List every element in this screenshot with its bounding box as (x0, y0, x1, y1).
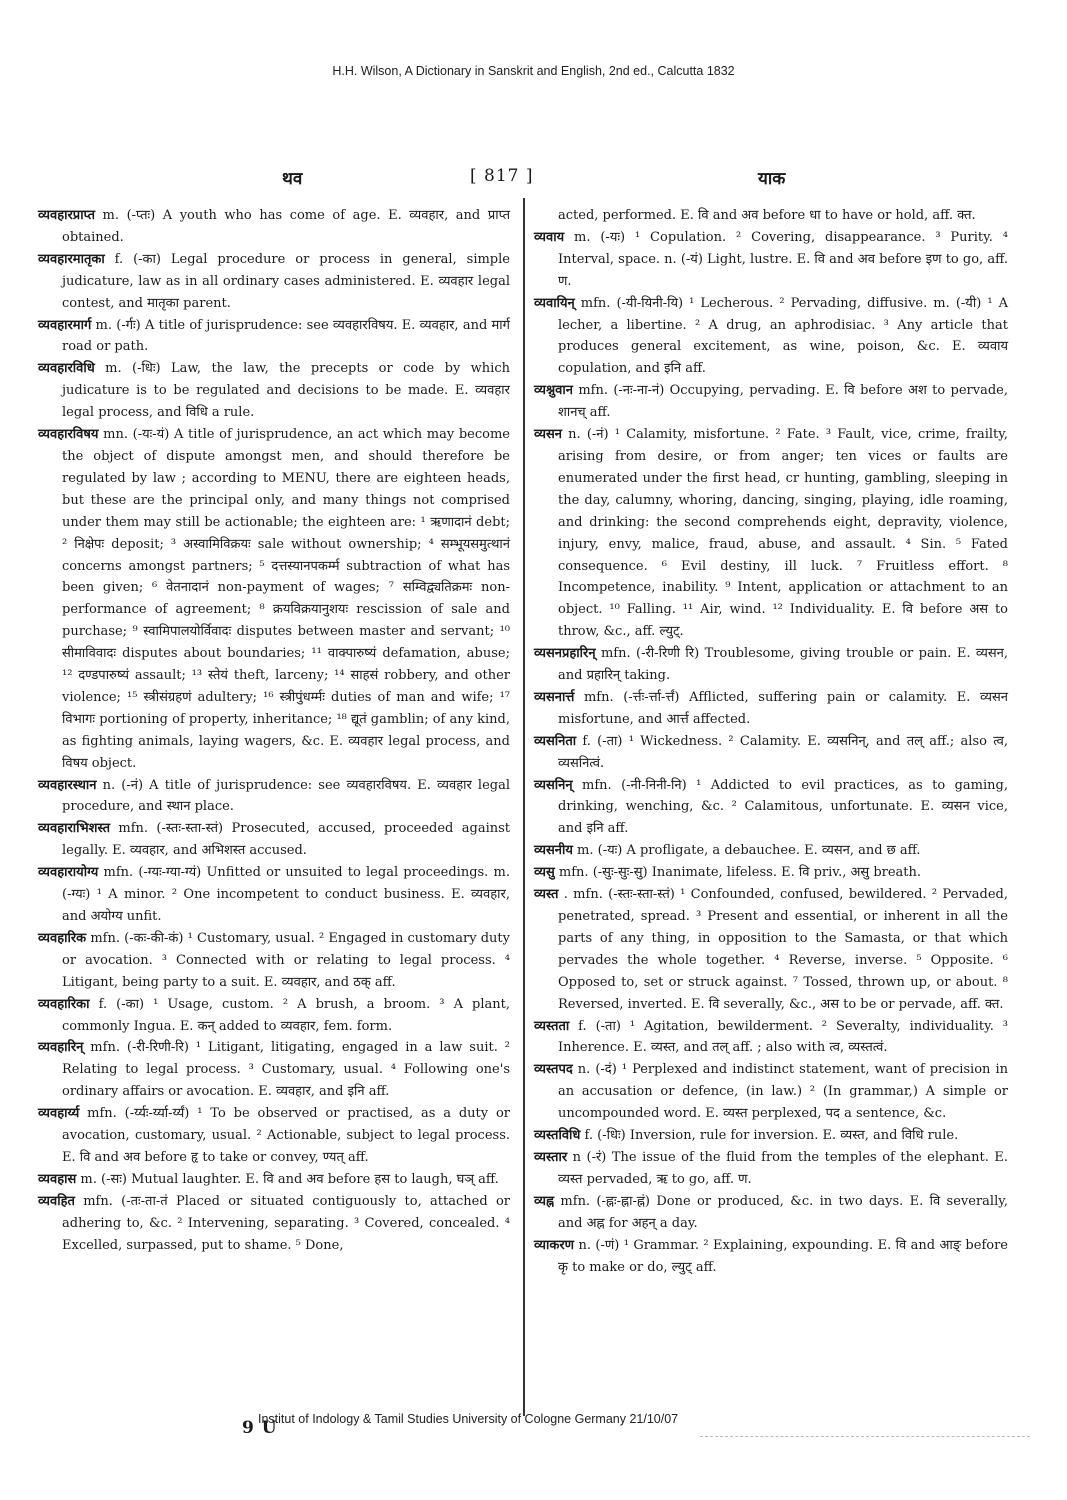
dictionary-entry (534, 775, 1008, 841)
footer-credit: Institut of Indology & Tamil Studies University of Cologne Germany 21/10/07 (258, 1412, 679, 1426)
entry-definition: mfn. (-र्त्तः-र्त्ता-र्त्तं) Afflicted, suffering pain or calamity. E. व्यसन misfortune, and आर्त्त affected. (558, 689, 1008, 727)
dictionary-entry (38, 424, 510, 775)
entry-definition: m. (-यः) A profligate, a debauchee. E. व्यसन, and छ aff. (572, 843, 921, 859)
dictionary-entry (534, 862, 1008, 884)
entry-definition: mfn. (-री-रिणी रि) Troublesome, giving trouble or pain. E. व्यसन, and प्रहारिन् taking. (558, 646, 1008, 684)
entry-definition: mfn. (-यी-यिनी-यि) ¹ Lecherous. ² Pervading, diffusive. m. (-यी) ¹ A lecher, a libertine. ² A drug, an aphrodisiac. ³ Any article that produces general excitement, as wine, poison, &c. E. व्यवाय copulation, and इनि aff. (558, 295, 1008, 377)
entry-headword: व्यवहारायोग्य (38, 865, 99, 881)
entry-headword: व्यस्तविधि (534, 1128, 581, 1144)
entry-definition: acted, performed. E. वि and अव before धा to have or hold, aff. क्त. (558, 208, 976, 223)
dictionary-entry (38, 205, 510, 249)
entry-headword: व्यस्तार (534, 1149, 568, 1165)
running-head (0, 166, 1067, 192)
entry-definition: mfn. (-सुः-सुः-सु) Inanimate, lifeless. E. वि priv., असु breath. (554, 865, 922, 881)
dictionary-entry (534, 1059, 1008, 1125)
dictionary-entry (38, 249, 510, 315)
entry-headword: व्याकरण (534, 1237, 575, 1253)
entry-headword: व्यवहारिक (38, 930, 87, 946)
entry-definition: n. (-नं) A title of jurisprudence: see व्यवहारविषय. E. व्यवहार legal procedure, and स्थान place. (62, 777, 510, 815)
entry-definition: n. (-नं) ¹ Calamity, misfortune. ² Fate. ³ Fault, vice, crime, frailty, arising from desire, or from anger; ten vices or faults are enumerated under the first head, cr hunting, gambling, sleeping in the day, calumny, whoring, dancing, singing, playing, idle roaming, and drinking: the second comprehends eight, depravity, violence, injury, envy, malice, fraud, abuse, and assault. ⁴ Sin. ⁵ Fated consequence. ⁶ Evil destiny, ill luck. ⁷ Fruitless effort. ⁸ Incompetence, inability. ⁹ Intent, application or attachment to an object. ¹⁰ Falling. ¹¹ Air, wind. ¹² Individuality. E. वि before अस to throw, &c., aff. ल्युट्. (558, 427, 1008, 640)
entry-definition: mfn. (-तः-ता-तं Placed or situated contiguously to, attached or adhering to, &c. ² Intervening, separating. ³ Covered, concealed. ⁴ Excelled, surpassed, put to shame. ⁵ Done, (62, 1193, 510, 1253)
running-head-left: थव (282, 169, 303, 189)
entry-definition: f. (-ता) ¹ Agitation, bewilderment. ² Severalty, individuality. ³ Inherence. E. व्यस्त, and तल् aff. ; also with त्व, व्यस्तत्वं. (558, 1018, 1008, 1056)
entry-headword: व्यवहारस्थान (38, 777, 97, 793)
source-credit: H.H. Wilson, A Dictionary in Sanskrit and English, 2nd ed., Calcutta 1832 (332, 64, 735, 78)
entry-definition: mfn. (-री-रिणी-रि) ¹ Litigant, litigating, engaged in a law suit. ² Relating to legal process. ³ Customary, usual. ⁴ Following one's ordinary affairs or avocation. E. व्यवहार, and इनि aff. (62, 1040, 510, 1100)
dictionary-entry (38, 994, 510, 1038)
entry-definition: mfn. (-ह्नः-ह्ना-ह्नं) Done or produced, &c. in two days. E. वि severally, and अह्न for अहन् a day. (554, 1193, 1008, 1231)
entry-definition: n (-रं) The issue of the fluid from the temples of the elephant. E. व्यस्त pervaded, ऋ to go, aff. ण. (558, 1149, 1008, 1187)
dictionary-entry (38, 1169, 510, 1191)
entry-headword: व्यस्तता (534, 1018, 570, 1034)
entry-definition: mfn. (-ग्यः-ग्या-ग्यं) Unfitted or unsuited to legal proceedings. m. (-ग्यः) ¹ A minor. ² One incompetent to conduct business. E. व्यवहार, and अयोग्य unfit. (62, 865, 510, 924)
entry-headword: व्यवहारमार्ग (38, 317, 92, 333)
page-number: [ 817 ] (470, 166, 534, 186)
entry-headword: व्यवहारविषय (38, 427, 99, 443)
dictionary-entry (534, 424, 1008, 643)
dictionary-entry (534, 380, 1008, 424)
dictionary-entry (38, 818, 510, 862)
entry-headword: व्यसनप्रहारिन् (534, 646, 596, 662)
dictionary-entry (38, 315, 510, 359)
dictionary-entry (38, 1103, 510, 1169)
dictionary-entry (534, 884, 1008, 1015)
entry-headword: व्यसनार्त्त (534, 689, 575, 705)
entry-definition: m. (-धिः) Law, the law, the precepts or code by which judicature is to be regulated and decisions to be made. E. व्यवहार legal process, and विधि a rule. (62, 361, 510, 421)
entry-definition: mfn. (-नी-निनी-नि) ¹ Addicted to evil practices, as to gaming, drinking, wenching, &c. ² Calamitous, unfortunate. E. व्यसन vice, and इनि aff. (558, 777, 1008, 837)
dictionary-entry (534, 1016, 1008, 1060)
dictionary-entry (534, 293, 1008, 381)
dictionary-entry (534, 1125, 1008, 1147)
entry-definition: n. (-णं) ¹ Grammar. ² Explaining, expounding. E. वि and आङ् before कृ to make or do, ल्युट् aff. (558, 1237, 1008, 1275)
entry-definition: mfn. (-नः-ना-नं) Occupying, pervading. E. वि before अश to pervade, शानच् aff. (558, 383, 1008, 421)
dictionary-entry (534, 1235, 1008, 1279)
entry-definition: . mfn. (-स्तः-स्ता-स्तं) ¹ Confounded, confused, bewildered. ² Pervaded, penetrated, spread. ³ Present and essential, or inherent in all the parts of any thing, in opposition to the Samasta, or that which pervades the whole together. ⁴ Reverse, inverse. ⁵ Opposite. ⁶ Opposed to, set or struck against. ⁷ Tossed, thrown up, or about. ⁸ Reversed, inverted. E. वि severally, &c., अस to be or pervade, aff. क्त. (558, 887, 1008, 1012)
entry-headword: व्यवहार्य्य (38, 1106, 80, 1122)
dictionary-entry (38, 775, 510, 819)
dictionary-entry (534, 731, 1008, 775)
dictionary-entry (534, 227, 1008, 293)
dictionary-entry (534, 687, 1008, 731)
entry-definition: mfn. (-स्तः-स्ता-स्तं) Prosecuted, accused, proceeded against legally. E. व्यवहार, and अभिशस्त accused. (62, 821, 510, 859)
entry-headword: व्यवहित (38, 1193, 75, 1209)
entry-headword: व्यवाय (534, 229, 565, 245)
entry-headword: व्यवहारिका (38, 996, 90, 1012)
column-divider (523, 198, 525, 1416)
dictionary-entry (534, 1191, 1008, 1235)
running-head-right: याक (758, 169, 786, 189)
entry-headword: व्यसन (534, 427, 562, 443)
dictionary-entry (38, 1037, 510, 1103)
dictionary-entry (534, 1147, 1008, 1191)
dictionary-entry (38, 358, 510, 424)
entry-definition: mfn. (-र्य्यः-र्य्या-र्य्यं) ¹ To be observed or practised, as a duty or avocation, customary, usual. ² Actionable, subject to legal process. E. वि and अव before हृ to take or convey, ण्यत् aff. (62, 1106, 510, 1165)
entry-headword: व्यसनीय (534, 843, 573, 859)
entry-definition: m. (-प्तः) A youth who has come of age. E. व्यवहार, and प्राप्त obtained. (62, 208, 510, 245)
dictionary-entry (38, 1191, 510, 1257)
entry-headword: व्यश्नुवान (534, 383, 573, 399)
entry-definition: n. (-दं) ¹ Perplexed and indistinct statement, want of precision in an accusation or defence, (in law.) ² (In grammar,) A simple or uncompounded word. E. व्यस्त perplexed, पद a sentence, &c. (558, 1062, 1008, 1122)
entry-headword: व्यह्न (534, 1193, 555, 1209)
entry-definition: m. (-सः) Mutual laughter. E. वि and अव before हस to laugh, घञ् aff. (76, 1171, 499, 1187)
footer-rule (700, 1436, 1030, 1437)
entry-headword: व्यवहारविधि (38, 361, 95, 377)
dictionary-entry (534, 643, 1008, 687)
entry-headword: व्यस्त (534, 887, 559, 903)
left-column (38, 205, 510, 1257)
entry-definition: m. (-र्गः) A title of jurisprudence: see व्यवहारविषय. E. व्यवहार, and मार्ग road or path. (62, 317, 510, 355)
dictionary-entry (534, 840, 1008, 862)
entry-definition: f. (-का) Legal procedure or process in general, simple judicature, law as in all ordinary cases administered. E. व्यवहार legal contest, and मातृका parent. (62, 251, 510, 311)
dictionary-entry (38, 928, 510, 994)
entry-definition: m. (-यः) ¹ Copulation. ² Covering, disappearance. ³ Purity. ⁴ Interval, space. n. (-यं) Light, lustre. E. वि and अव before इण to go, aff. ण. (558, 229, 1008, 289)
entry-definition: mn. (-यः-यं) A title of jurisprudence, an act which may become the object of dispute amongst men, and should therefore be regulated by law ; according to MENU, there are eighteen heads, but these are the principal only, and many things not comprised under them may still be actionable; the eighteen are: ¹ ऋणादानं debt; ² निक्षेपः deposit; ³ अस्वामिविक्रयः sale without ownership; ⁴ सम्भूयसमुत्थानं concerns amongst partners; ⁵ दत्तस्यानपकर्म्म subtraction of what has been given; ⁶ वेतनादानं non-payment of wages; ⁷ सम्विद्व्यतिक्रमः non-performance of agreement; ⁸ क्रयविक्रयानुशयः rescission of sale and purchase; ⁹ स्वामिपालयोर्विवादः disputes between master and servant; ¹⁰ सीमाविवादः disputes about boundaries; ¹¹ वाक्पारुष्यं defamation, abuse; ¹² दण्डपारुष्यं assault; ¹³ स्तेयं theft, larceny; ¹⁴ साहसं robbery, and other violence; ¹⁵ स्त्रीसंग्रहणं adultery; ¹⁶ स्त्रीपुंधर्म्मः duties of man and wife; ¹⁷ विभागः portioning of property, inheritance; ¹⁸ द्यूतं gamblin; of any kind, as fighting animals, laying wagers, &c. E. व्यवहार legal process, and विषय object. (62, 427, 510, 771)
entry-headword: व्यसनिता (534, 733, 577, 749)
entry-headword: व्यवहारप्राप्त (38, 208, 95, 223)
entry-headword: व्यवहाराभिशस्त (38, 821, 110, 837)
entry-headword: व्यसनिन् (534, 777, 573, 793)
entry-definition: f. (-का) ¹ Usage, custom. ² A brush, a broom. ³ A plant, commonly Ingua. E. कन् added to व्यवहार, fem. form. (62, 996, 510, 1034)
signature-mark: 9 U (242, 1418, 278, 1438)
entry-definition: mfn. (-कः-की-कं) ¹ Customary, usual. ² Engaged in customary duty or avocation. ³ Connected with or relating to legal process. ⁴ Litigant, being party to a suit. E. व्यवहार, and ठक् aff. (62, 930, 510, 990)
entry-definition: f. (-ता) ¹ Wickedness. ² Calamity. E. व्यसनिन्, and तल् aff.; also त्व, व्यसनित्वं. (558, 733, 1008, 771)
right-column (534, 205, 1008, 1278)
entry-headword: व्यवायिन् (534, 295, 575, 311)
dictionary-entry (38, 862, 510, 928)
entry-headword: व्यवहास (38, 1171, 77, 1187)
entry-headword: व्यवहारमातृका (38, 251, 105, 267)
entry-headword: व्यस्तपद (534, 1062, 573, 1078)
entry-headword: व्यवहारिन् (38, 1040, 84, 1056)
entry-definition: f. (-धिः) Inversion, rule for inversion. E. व्यस्त, and विधि rule. (580, 1128, 959, 1144)
dictionary-entry (534, 205, 1008, 227)
entry-headword: व्यसु (534, 865, 555, 881)
